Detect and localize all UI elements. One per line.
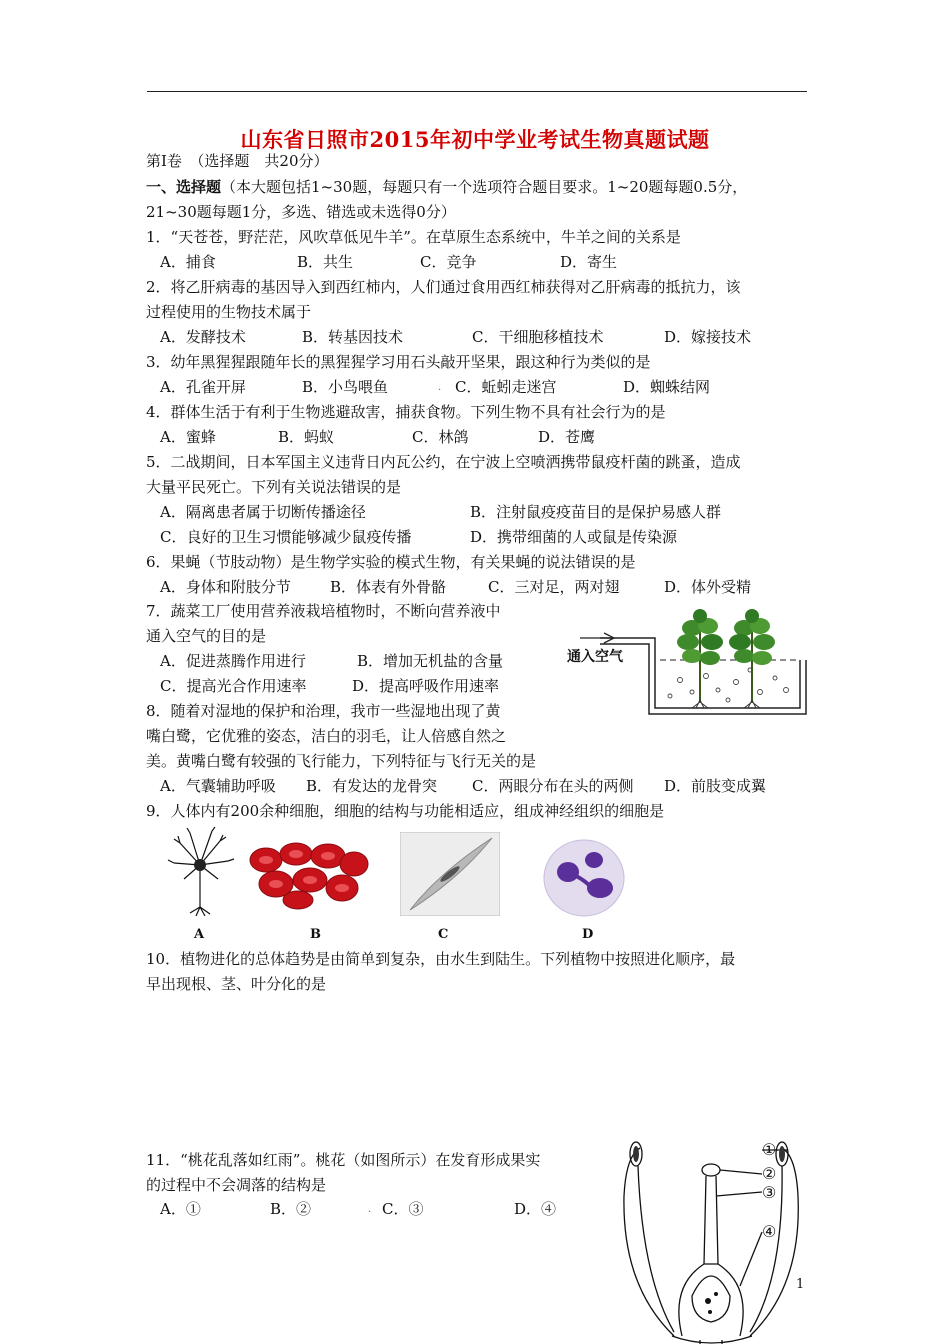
q5-option-d: D．携带细菌的人或鼠是传染源	[470, 528, 678, 546]
q3-option-d: D．蜘蛛结网	[623, 378, 711, 396]
air-arrow-icon	[580, 633, 614, 643]
q8-option-a: A．气囊辅助呼吸	[160, 777, 276, 795]
fig-c-label: C	[438, 927, 449, 942]
fig-a-label: A	[194, 927, 205, 942]
q6-option-d: D．体外受精	[664, 578, 752, 596]
q7-option-b: B．增加无机盐的含量	[357, 652, 504, 670]
q2-stem-1: 2．将乙肝病毒的基因导入到西红柿内，人们通过食用西红柿获得对乙肝病毒的抵抗力，该	[146, 278, 741, 296]
stray-dot-2: .	[368, 1204, 372, 1215]
page-title: 山东省日照市2015年初中学业考试生物真题试题	[240, 127, 710, 152]
q1-stem: 1．“天苍苍，野茫茫，风吹草低见牛羊”。在草原生态系统中，牛羊之间的关系是	[146, 228, 681, 246]
q6-option-a: A．身体和附肢分节	[160, 578, 291, 596]
part-label: 一、选择题	[146, 178, 222, 196]
q4-option-b: B．蚂蚁	[278, 428, 335, 446]
q2-option-a: A．发酵技术	[160, 328, 246, 346]
q7-option-a: A．促进蒸腾作用进行	[160, 652, 306, 670]
plant-left	[677, 609, 723, 708]
fig-d-label: D	[582, 927, 594, 942]
q4-stem: 4．群体生活于有利于生物逃避敌害，捕获食物。下列生物不具有社会行为的是	[146, 403, 666, 421]
part-intro-line-1	[146, 177, 747, 197]
q8-option-d: D．前肢变成翼	[664, 777, 767, 795]
flower-label-2: ②	[762, 1164, 777, 1183]
neuron-image	[160, 825, 240, 920]
q11-option-c: C．③	[382, 1200, 424, 1218]
page-number: 1	[796, 1277, 805, 1292]
q1-option-b: B．共生	[297, 253, 354, 271]
part-intro-line-2: 21~30题每题1分，多选、错选或未选得0分）	[146, 203, 456, 221]
q2-option-c: C．干细胞移植技术	[472, 328, 604, 346]
q8-stem-3: 美。黄嘴白鹭有较强的飞行能力，下列特征与飞行无关的是	[146, 752, 537, 770]
part-desc-1: （本大题包括1~30题，每题只有一个选项符合题目要求。1~20题每题0.5分，	[221, 178, 748, 196]
q11-option-b: B．②	[270, 1200, 312, 1218]
q7-stem-1: 7．蔬菜工厂使用营养液栽培植物时，不断向营养液中	[146, 602, 501, 620]
q8-stem-1: 8．随着对湿地的保护和治理，我市一些湿地出现了黄	[146, 702, 501, 720]
fig-b-label: B	[310, 927, 321, 942]
q7-option-c: C．提高光合作用速率	[160, 677, 307, 695]
q8-stem-2: 嘴白鹭，它优雅的姿态，洁白的羽毛，让人倍感自然之	[146, 727, 507, 745]
q5-stem-1: 5．二战期间，日本军国主义违背日内瓦公约，在宁波上空喷洒携带鼠疫杆菌的跳蚤，造成	[146, 453, 741, 471]
peach-flower-figure	[612, 1136, 812, 1344]
q7-option-d: D．提高呼吸作用速率	[352, 677, 500, 695]
q5-option-b: B．注射鼠疫疫苗目的是保护易感人群	[470, 503, 722, 521]
q2-option-d: D．嫁接技术	[664, 328, 752, 346]
q2-stem-2: 过程使用的生物技术属于	[146, 303, 312, 321]
q5-option-c: C．良好的卫生习惯能够减少鼠疫传播	[160, 528, 412, 546]
section-heading: 第Ⅰ卷 （选择题 共20分）	[146, 152, 329, 170]
q7-stem-2: 通入空气的目的是	[146, 627, 267, 645]
q4-option-d: D．苍鹰	[538, 428, 596, 446]
white-blood-cell-image	[532, 830, 632, 922]
q4-option-a: A．蜜蜂	[160, 428, 216, 446]
flower-label-3: ③	[762, 1183, 777, 1202]
q11-stem-2: 的过程中不会凋落的结构是	[146, 1176, 327, 1194]
q1-option-d: D．寄生	[560, 253, 618, 271]
q1-option-a: A．捕食	[160, 253, 216, 271]
q10-stem-2: 早出现根、茎、叶分化的是	[146, 975, 327, 993]
q6-option-c: C．三对足，两对翅	[488, 578, 620, 596]
q11-option-a: A．①	[160, 1200, 201, 1218]
bubbles	[668, 668, 789, 702]
smooth-muscle-cell-image	[400, 832, 500, 916]
red-blood-cells-image	[248, 840, 370, 910]
q6-stem: 6．果蝇（节肢动物）是生物学实验的模式生物，有关果蝇的说法错误的是	[146, 553, 636, 571]
q11-stem-1: 11．“桃花乱落如红雨”。桃花（如图所示）在发育形成果实	[146, 1151, 541, 1169]
q3-option-c: C．蚯蚓走迷宫	[455, 378, 557, 396]
q4-option-c: C．林鸽	[412, 428, 469, 446]
plant-right	[729, 609, 775, 708]
q10-stem-1: 10．植物进化的总体趋势是由简单到复杂，由水生到陆生。下列植物中按照进化顺序，最	[146, 950, 736, 968]
q8-option-c: C．两眼分布在头的两侧	[472, 777, 634, 795]
q5-option-a: A．隔离患者属于切断传播途径	[160, 503, 366, 521]
q8-option-b: B．有发达的龙骨突	[306, 777, 438, 795]
q11-option-d: D．④	[514, 1200, 557, 1218]
air-inlet-label: 通入空气	[567, 649, 623, 665]
flower-label-4: ④	[762, 1222, 777, 1241]
q6-option-b: B．体表有外骨骼	[330, 578, 447, 596]
q3-option-a: A．孔雀开屏	[160, 378, 246, 396]
q9-stem: 9．人体内有200余种细胞，细胞的结构与功能相适应，组成神经组织的细胞是	[146, 802, 665, 820]
q2-option-b: B．转基因技术	[302, 328, 404, 346]
q5-stem-2: 大量平民死亡。下列有关说法错误的是	[146, 478, 402, 496]
stray-dot: .	[438, 382, 442, 393]
q3-option-b: B．小鸟喂鱼	[302, 378, 389, 396]
flower-label-1: ①	[762, 1140, 777, 1159]
top-rule	[147, 91, 807, 92]
q3-stem: 3．幼年黑猩猩跟随年长的黑猩猩学习用石头敲开坚果，跟这种行为类似的是	[146, 353, 651, 371]
q1-option-c: C．竞争	[420, 253, 477, 271]
